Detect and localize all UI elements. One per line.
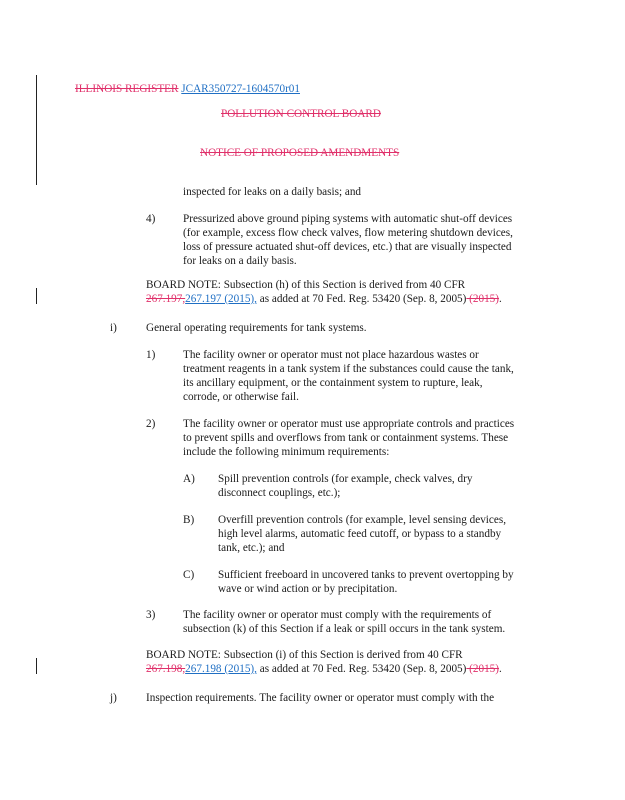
text-line: to prevent spills and overflows from tank or containment systems. These xyxy=(183,432,509,444)
jcar-id: JCAR350727-1604570r01 xyxy=(181,83,300,95)
item-C-text xyxy=(218,568,514,596)
text-line: its ancillary equipment, or the containment system to rupture, leak, xyxy=(183,377,483,389)
text-line: wave or wind action or by precipitation. xyxy=(218,583,398,595)
text-line: Spill prevention controls (for example, check valves, dry xyxy=(218,473,473,485)
board-note-i xyxy=(146,648,502,676)
item-i2-number: 2) xyxy=(146,418,156,430)
section-j-text: Inspection requirements. The facility owner or operator must comply with the xyxy=(146,692,495,704)
notice-heading xyxy=(200,147,399,160)
text-line: Overfill prevention controls (for example, level sensing devices, xyxy=(218,514,506,526)
note-text: as added at 70 Fed. Reg. 53420 (Sep. 8, 2005) xyxy=(256,293,467,305)
item-B-label: B) xyxy=(183,514,195,526)
board-note-h xyxy=(146,278,502,306)
text-line: (for example, excess flow check valves, flow metering shutdown devices, xyxy=(183,227,513,239)
text-line: Pressurized above ground piping systems with automatic shut-off devices xyxy=(183,213,513,225)
text-line: The facility owner or operator must comply with the requirements of xyxy=(183,609,492,621)
revision-bar-header xyxy=(36,75,37,185)
deleted-citation: 267.197, xyxy=(146,293,186,305)
item-4-text xyxy=(183,212,513,268)
register-deleted: ILLINOIS REGISTER xyxy=(75,83,179,95)
deleted-year: (2015) xyxy=(466,293,499,305)
item-B-text xyxy=(218,513,506,555)
text-line: treatment reagents in a tank system if the substances could cause the tank, xyxy=(183,363,514,375)
text-line: Sufficient freeboard in uncovered tanks to prevent overtopping by xyxy=(218,569,514,581)
note-citation-line xyxy=(146,292,502,306)
text-line: for leaks on a daily basis. xyxy=(183,255,297,267)
inserted-citation: 267.198 (2015), xyxy=(185,663,257,675)
text-line: include the following minimum requirements: xyxy=(183,446,390,458)
board-name: POLLUTION CONTROL BOARD xyxy=(221,108,381,120)
item-i3-text xyxy=(183,608,505,636)
section-j-number: j) xyxy=(110,692,117,704)
text-line: high level alarms, automatic feed cutoff, or bypass to a standby xyxy=(218,528,502,540)
text-line: corrode, or otherwise fail. xyxy=(183,391,299,403)
text-line: The facility owner or operator must use appropriate controls and practices xyxy=(183,418,515,430)
deleted-citation: 267.198, xyxy=(146,663,186,675)
note-line: BOARD NOTE: Subsection (i) of this Section is derived from 40 CFR xyxy=(146,649,463,661)
text-line: subsection (k) of this Section if a leak or spill occurs in the tank system. xyxy=(183,623,506,635)
item-i1-text xyxy=(183,348,514,404)
continuation-text: inspected for leaks on a daily basis; and xyxy=(183,186,362,198)
notice-title: NOTICE OF PROPOSED AMENDMENTS xyxy=(200,147,400,159)
register-line xyxy=(75,83,300,96)
item-C-label: C) xyxy=(183,569,195,581)
text-line: disconnect couplings, etc.); xyxy=(218,487,341,499)
item-i1-number: 1) xyxy=(146,349,156,361)
item-i3-number: 3) xyxy=(146,609,156,621)
deleted-year: (2015) xyxy=(466,663,499,675)
item-A-text xyxy=(218,472,472,500)
item-i2-text xyxy=(183,417,514,459)
item-4-number: 4) xyxy=(146,213,156,225)
revision-bar-note-h xyxy=(36,288,37,304)
inserted-citation: 267.197 (2015), xyxy=(185,293,257,305)
note-end: . xyxy=(498,293,502,305)
board-heading xyxy=(221,108,381,121)
note-end: . xyxy=(498,663,502,675)
revision-bar-note-i xyxy=(36,658,37,674)
note-text: as added at 70 Fed. Reg. 53420 (Sep. 8, 2005) xyxy=(256,663,467,675)
section-i-title: General operating requirements for tank systems. xyxy=(146,322,367,334)
section-i-number: i) xyxy=(110,322,117,334)
note-line: BOARD NOTE: Subsection (h) of this Section is derived from 40 CFR xyxy=(146,279,466,291)
note-citation-line xyxy=(146,662,502,676)
item-A-label: A) xyxy=(183,473,195,485)
text-line: loss of pressure actuated shut-off devices, etc.) that are visually inspected xyxy=(183,241,512,253)
text-line: tank, etc.); and xyxy=(218,542,285,554)
text-line: The facility owner or operator must not place hazardous wastes or xyxy=(183,349,479,361)
